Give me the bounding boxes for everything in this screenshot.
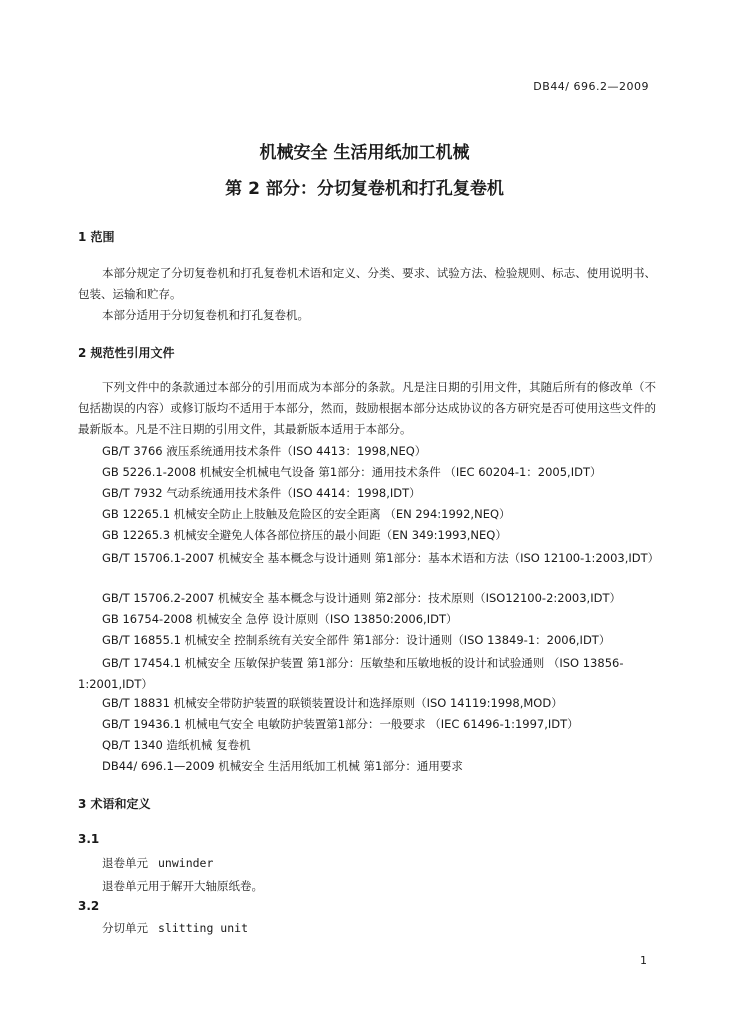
- reference-item: GB/T 19436.1 机械电气安全 电敏防护装置第1部分：一般要求 （IEC 61496-1:1997,IDT）: [102, 717, 579, 731]
- term-number: 3.1: [78, 832, 100, 846]
- section-1-heading: 1 范围: [78, 230, 115, 244]
- reference-item: QB/T 1340 造纸机械 复卷机: [102, 738, 251, 752]
- section-3-heading: 3 术语和定义: [78, 797, 151, 811]
- section-2-heading: 2 规范性引用文件: [78, 346, 175, 360]
- term-title: [102, 920, 248, 936]
- reference-item: GB/T 15706.2-2007 机械安全 基本概念与设计通则 第2部分：技术原则（ISO12100-2:2003,IDT）: [102, 591, 621, 605]
- term-chinese: 分切单元: [102, 921, 148, 935]
- term-title: [102, 855, 213, 871]
- document-title-line1: 机械安全 生活用纸加工机械: [259, 143, 470, 163]
- reference-item: GB/T 3766 液压系统通用技术条件（ISO 4413：1998,NEQ）: [102, 444, 427, 458]
- reference-item: GB 16754-2008 机械安全 急停 设计原则（ISO 13850:2006,IDT）: [102, 612, 458, 626]
- reference-item: GB/T 18831 机械安全带防护装置的联锁装置设计和选择原则（ISO 14119:1998,MOD）: [102, 696, 563, 710]
- reference-item: GB 12265.3 机械安全避免人体各部位挤压的最小间距（EN 349:1993,NEQ）: [102, 528, 507, 542]
- term-english: unwinder: [158, 856, 214, 870]
- term-chinese: 退卷单元: [102, 856, 148, 870]
- reference-item: GB 5226.1-2008 机械安全机械电气设备 第1部分：通用技术条件 （IEC 60204-1：2005,IDT）: [102, 465, 602, 479]
- reference-item: GB/T 15706.1-2007 机械安全 基本概念与设计通则 第1部分：基本术语和方法（ISO 12100-1:2003,IDT）: [102, 551, 660, 565]
- document-code: DB44/ 696.2—2009: [533, 80, 649, 93]
- reference-item: GB/T 17454.1 机械安全 压敏保护装置 第1部分：压敏垫和压敏地板的设计和试验通则 （ISO 13856-1:2001,IDT）: [78, 656, 624, 691]
- term-definition: 退卷单元用于解开大轴原纸卷。: [102, 879, 263, 893]
- section-1-paragraph-2: 本部分适用于分切复卷机和打孔复卷机。: [102, 308, 309, 322]
- term-english: slitting unit: [158, 921, 249, 935]
- section-1-paragraph-1: 本部分规定了分切复卷机和打孔复卷机术语和定义、分类、要求、试验方法、检验规则、标志、使用说明书、包装、运输和贮存。: [78, 266, 656, 301]
- reference-item: GB 12265.1 机械安全防止上肢触及危险区的安全距离 （EN 294:1992,NEQ）: [102, 507, 511, 521]
- reference-item: DB44/ 696.1—2009 机械安全 生活用纸加工机械 第1部分：通用要求: [102, 759, 463, 773]
- reference-item: GB/T 7932 气动系统通用技术条件（ISO 4414：1998,IDT）: [102, 486, 421, 500]
- page-number: 1: [640, 954, 647, 967]
- document-title-line2: 第 2 部分：分切复卷机和打孔复卷机: [225, 179, 504, 199]
- section-2-paragraph-1: 下列文件中的条款通过本部分的引用而成为本部分的条款。凡是注日期的引用文件，其随后所有的修改单（不包括勘误的内容）或修订版均不适用于本部分，然而，鼓励根据本部分达成协议的各方研究是否可使用这些文件的最新版本。凡是不注日期的引用文件，其最新版本适用于本部分。: [78, 380, 656, 436]
- term-number: 3.2: [78, 899, 100, 913]
- reference-item: GB/T 16855.1 机械安全 控制系统有关安全部件 第1部分：设计通则（ISO 13849-1：2006,IDT）: [102, 633, 611, 647]
